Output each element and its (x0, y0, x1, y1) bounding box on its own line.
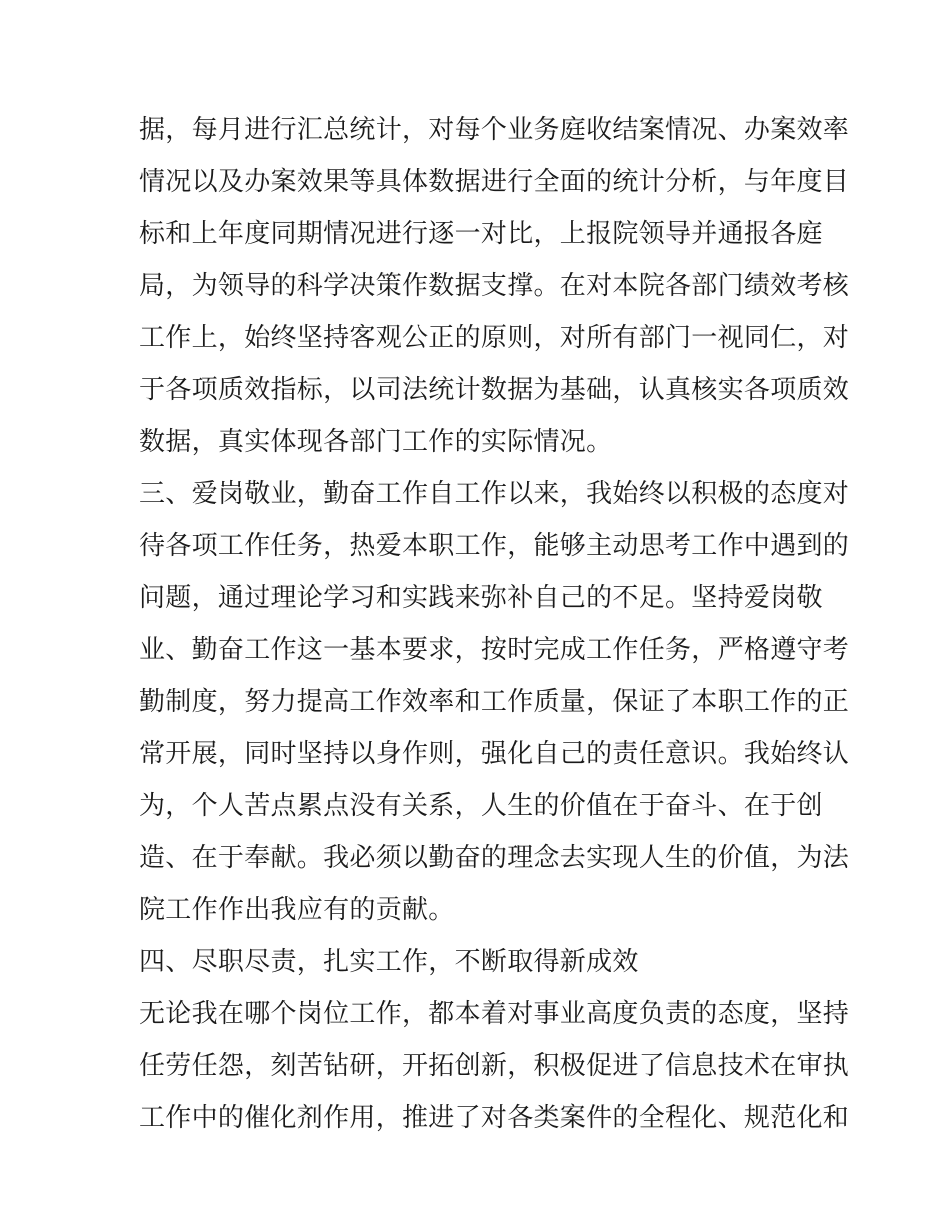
section-heading: 四、尽职尽责，扎实工作，不断取得新成效 (139, 947, 639, 977)
text-line: 为，个人苦点累点没有关系，人生的价值在于奋斗、在于创 (139, 791, 823, 821)
text-line: 标和上年度同期情况进行逐一对比，上报院领导并通报各庭 (139, 219, 823, 249)
text-line: 工作上，始终坚持客观公正的原则，对所有部门一视同仁，对 (139, 323, 850, 353)
document-body (139, 104, 850, 1144)
section-heading-line: 三、爱岗敬业，勤奋工作自工作以来，我始终以积极的态度对 (139, 479, 850, 509)
text-line: 无论我在哪个岗位工作，都本着对事业高度负责的态度，坚持 (139, 999, 850, 1029)
text-line: 常开展，同时坚持以身作则，强化自己的责任意识。我始终认 (139, 739, 850, 769)
text-line: 工作中的催化剂作用，推进了对各类案件的全程化、规范化和 (139, 1103, 850, 1133)
text-line: 据，每月进行汇总统计，对每个业务庭收结案情况、办案效率 (139, 115, 850, 145)
text-line: 院工作作出我应有的贡献。 (139, 895, 455, 925)
text-line: 于各项质效指标，以司法统计数据为基础，认真核实各项质效 (139, 375, 850, 405)
text-line: 待各项工作任务，热爱本职工作，能够主动思考工作中遇到的 (139, 531, 850, 561)
text-line: 数据，真实体现各部门工作的实际情况。 (139, 427, 613, 457)
text-line: 造、在于奉献。我必须以勤奋的理念去实现人生的价值，为法 (139, 843, 850, 873)
text-line: 任劳任怨，刻苦钻研，开拓创新，积极促进了信息技术在审执 (139, 1051, 850, 1081)
text-line: 勤制度，努力提高工作效率和工作质量，保证了本职工作的正 (139, 687, 850, 717)
text-line: 业、勤奋工作这一基本要求，按时完成工作任务，严格遵守考 (139, 635, 850, 665)
text-line: 问题，通过理论学习和实践来弥补自己的不足。坚持爱岗敬 (139, 583, 823, 613)
text-line: 局，为领导的科学决策作数据支撑。在对本院各部门绩效考核 (139, 271, 850, 301)
text-line: 情况以及办案效果等具体数据进行全面的统计分析，与年度目 (139, 167, 850, 197)
